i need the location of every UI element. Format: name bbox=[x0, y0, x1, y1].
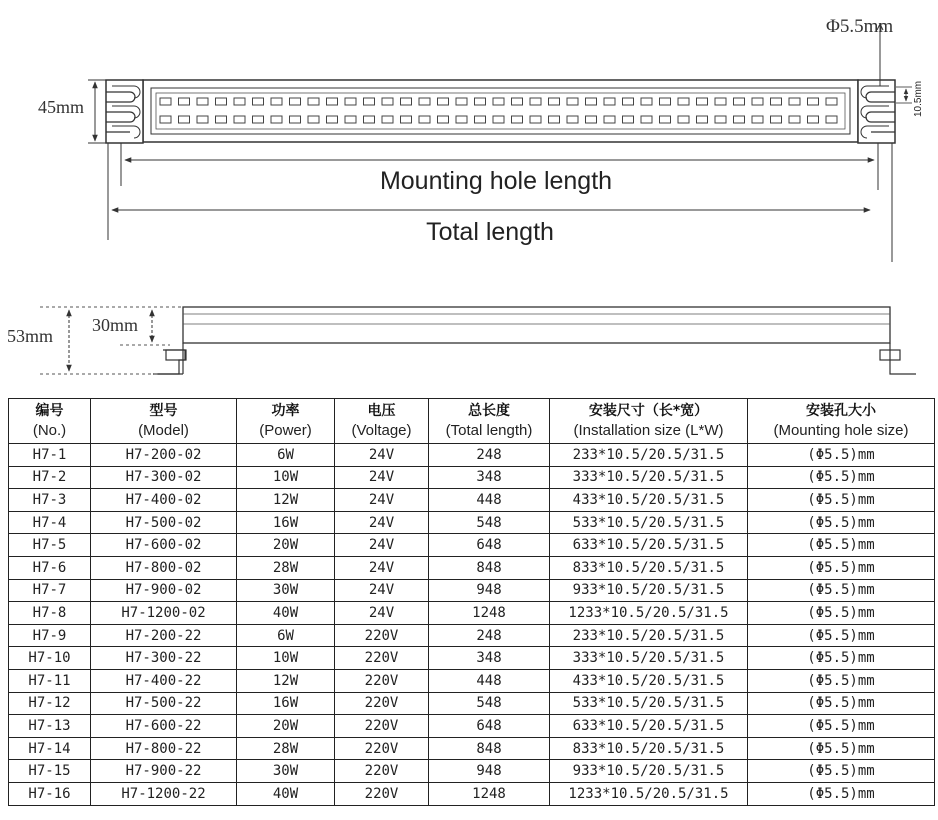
cell-model: H7-1200-02 bbox=[91, 602, 237, 625]
cell-mounting-hole-size: (Φ5.5)mm bbox=[748, 444, 935, 467]
cell-voltage: 24V bbox=[335, 556, 429, 579]
cell-installation-size: 533*10.5/20.5/31.5 bbox=[550, 511, 748, 534]
side-view bbox=[7, 307, 916, 374]
column-header-en: (Installation size (L*W) bbox=[573, 422, 724, 439]
cell-model: H7-200-02 bbox=[91, 444, 237, 467]
table-row bbox=[9, 647, 935, 670]
cell-power: 30W bbox=[237, 579, 335, 602]
cell-no: H7-15 bbox=[9, 760, 91, 783]
led-chip bbox=[234, 116, 245, 123]
led-chip bbox=[364, 116, 375, 123]
slot-width-label: 10.5mm bbox=[913, 80, 924, 117]
led-chip bbox=[290, 98, 301, 105]
cell-installation-size: 1233*10.5/20.5/31.5 bbox=[550, 602, 748, 625]
led-chip bbox=[697, 98, 708, 105]
cell-no: H7-1 bbox=[9, 444, 91, 467]
column-header-mounting-hole-size bbox=[748, 399, 935, 444]
cell-voltage: 24V bbox=[335, 466, 429, 489]
cell-total-length: 248 bbox=[429, 444, 550, 467]
led-chip bbox=[771, 98, 782, 105]
cell-total-length: 648 bbox=[429, 715, 550, 738]
cell-model: H7-300-22 bbox=[91, 647, 237, 670]
led-chip bbox=[179, 116, 190, 123]
led-chip bbox=[734, 98, 745, 105]
top-view bbox=[38, 16, 924, 262]
cell-voltage: 24V bbox=[335, 489, 429, 512]
cell-no: H7-4 bbox=[9, 511, 91, 534]
cell-power: 40W bbox=[237, 782, 335, 805]
column-header-zh: 安装尺寸（长*宽） bbox=[588, 403, 709, 419]
right-mounting-bracket bbox=[858, 80, 895, 143]
led-chip bbox=[234, 98, 245, 105]
led-chip bbox=[179, 98, 190, 105]
led-chip bbox=[660, 98, 671, 105]
cell-power: 40W bbox=[237, 602, 335, 625]
cell-installation-size: 633*10.5/20.5/31.5 bbox=[550, 715, 748, 738]
led-chip bbox=[678, 116, 689, 123]
led-chip bbox=[530, 98, 541, 105]
cell-no: H7-7 bbox=[9, 579, 91, 602]
column-header-total-length bbox=[429, 399, 550, 444]
table-row bbox=[9, 692, 935, 715]
cell-power: 12W bbox=[237, 489, 335, 512]
cell-model: H7-600-22 bbox=[91, 715, 237, 738]
led-chip bbox=[512, 116, 523, 123]
cell-power: 6W bbox=[237, 624, 335, 647]
cell-model: H7-500-02 bbox=[91, 511, 237, 534]
cell-installation-size: 533*10.5/20.5/31.5 bbox=[550, 692, 748, 715]
table-header-row bbox=[9, 399, 935, 444]
cell-total-length: 1248 bbox=[429, 602, 550, 625]
cell-model: H7-200-22 bbox=[91, 624, 237, 647]
led-chip bbox=[382, 98, 393, 105]
led-chip bbox=[327, 98, 338, 105]
led-chip bbox=[308, 116, 319, 123]
column-header-zh: 型号 bbox=[149, 403, 178, 419]
column-header-en: (No.) bbox=[32, 422, 67, 439]
led-chip bbox=[216, 116, 227, 123]
cell-installation-size: 333*10.5/20.5/31.5 bbox=[550, 466, 748, 489]
led-chip bbox=[160, 98, 171, 105]
mounting-hole-length-label: Mounting hole length bbox=[379, 167, 613, 195]
led-chip bbox=[216, 98, 227, 105]
cell-voltage: 220V bbox=[335, 669, 429, 692]
column-header-installation-size bbox=[550, 399, 748, 444]
led-chip bbox=[401, 98, 412, 105]
cell-model: H7-400-02 bbox=[91, 489, 237, 512]
table-row bbox=[9, 466, 935, 489]
cell-power: 16W bbox=[237, 692, 335, 715]
cell-model: H7-300-02 bbox=[91, 466, 237, 489]
cell-model: H7-400-22 bbox=[91, 669, 237, 692]
led-chip bbox=[438, 98, 449, 105]
cell-model: H7-800-22 bbox=[91, 737, 237, 760]
cell-mounting-hole-size: (Φ5.5)mm bbox=[748, 602, 935, 625]
led-chip bbox=[382, 116, 393, 123]
table-body bbox=[9, 444, 935, 806]
led-chip bbox=[808, 98, 819, 105]
table-row bbox=[9, 579, 935, 602]
led-chip bbox=[530, 116, 541, 123]
column-header-voltage bbox=[335, 399, 429, 444]
cell-no: H7-3 bbox=[9, 489, 91, 512]
led-chip bbox=[197, 98, 208, 105]
led-chip bbox=[271, 98, 282, 105]
cell-mounting-hole-size: (Φ5.5)mm bbox=[748, 511, 935, 534]
cell-no: H7-13 bbox=[9, 715, 91, 738]
led-chip bbox=[493, 116, 504, 123]
cell-mounting-hole-size: (Φ5.5)mm bbox=[748, 556, 935, 579]
led-chip bbox=[549, 98, 560, 105]
cell-no: H7-5 bbox=[9, 534, 91, 557]
column-header-zh: 安装孔大小 bbox=[806, 403, 876, 419]
led-chip bbox=[604, 116, 615, 123]
led-chip bbox=[419, 116, 430, 123]
cell-voltage: 220V bbox=[335, 760, 429, 783]
led-chip bbox=[475, 98, 486, 105]
cell-installation-size: 233*10.5/20.5/31.5 bbox=[550, 444, 748, 467]
cell-voltage: 220V bbox=[335, 647, 429, 670]
cell-power: 10W bbox=[237, 466, 335, 489]
led-chip bbox=[290, 116, 301, 123]
cell-total-length: 348 bbox=[429, 466, 550, 489]
technical-drawing bbox=[0, 0, 938, 392]
led-chip bbox=[438, 116, 449, 123]
cell-no: H7-10 bbox=[9, 647, 91, 670]
cell-no: H7-8 bbox=[9, 602, 91, 625]
cell-total-length: 848 bbox=[429, 737, 550, 760]
left-foot bbox=[153, 350, 185, 374]
table-row bbox=[9, 556, 935, 579]
column-header-model bbox=[91, 399, 237, 444]
total-height-53mm-label: 53mm bbox=[7, 326, 54, 346]
column-header-power bbox=[237, 399, 335, 444]
led-chip bbox=[752, 98, 763, 105]
cell-model: H7-900-02 bbox=[91, 579, 237, 602]
cell-installation-size: 433*10.5/20.5/31.5 bbox=[550, 669, 748, 692]
cell-model: H7-900-22 bbox=[91, 760, 237, 783]
column-header-no bbox=[9, 399, 91, 444]
cell-mounting-hole-size: (Φ5.5)mm bbox=[748, 737, 935, 760]
cell-installation-size: 833*10.5/20.5/31.5 bbox=[550, 737, 748, 760]
led-chip bbox=[789, 116, 800, 123]
led-chip bbox=[715, 116, 726, 123]
led-chip bbox=[475, 116, 486, 123]
cell-total-length: 548 bbox=[429, 511, 550, 534]
cell-model: H7-800-02 bbox=[91, 556, 237, 579]
led-chip bbox=[641, 116, 652, 123]
cell-power: 12W bbox=[237, 669, 335, 692]
table-row bbox=[9, 715, 935, 738]
cell-model: H7-1200-22 bbox=[91, 782, 237, 805]
led-chip bbox=[771, 116, 782, 123]
led-chip bbox=[826, 116, 837, 123]
lamp-body bbox=[143, 80, 858, 142]
cell-voltage: 24V bbox=[335, 602, 429, 625]
cell-no: H7-9 bbox=[9, 624, 91, 647]
cell-mounting-hole-size: (Φ5.5)mm bbox=[748, 669, 935, 692]
cell-total-length: 248 bbox=[429, 624, 550, 647]
cell-power: 16W bbox=[237, 511, 335, 534]
column-header-zh: 电压 bbox=[367, 403, 396, 419]
cell-no: H7-16 bbox=[9, 782, 91, 805]
cell-voltage: 24V bbox=[335, 511, 429, 534]
cell-power: 28W bbox=[237, 737, 335, 760]
cell-mounting-hole-size: (Φ5.5)mm bbox=[748, 466, 935, 489]
cell-mounting-hole-size: (Φ5.5)mm bbox=[748, 579, 935, 602]
cell-model: H7-600-02 bbox=[91, 534, 237, 557]
table-row bbox=[9, 760, 935, 783]
cell-no: H7-12 bbox=[9, 692, 91, 715]
led-grid bbox=[160, 98, 837, 123]
led-chip bbox=[567, 116, 578, 123]
led-chip bbox=[512, 98, 523, 105]
led-chip bbox=[697, 116, 708, 123]
led-chip bbox=[253, 98, 264, 105]
led-chip bbox=[197, 116, 208, 123]
table-row bbox=[9, 737, 935, 760]
total-length-label: Total length bbox=[426, 218, 554, 246]
cell-voltage: 220V bbox=[335, 737, 429, 760]
led-chip bbox=[604, 98, 615, 105]
cell-total-length: 948 bbox=[429, 760, 550, 783]
led-chip bbox=[660, 116, 671, 123]
cell-total-length: 448 bbox=[429, 669, 550, 692]
table-row bbox=[9, 624, 935, 647]
led-chip bbox=[419, 98, 430, 105]
led-chip bbox=[789, 98, 800, 105]
cell-mounting-hole-size: (Φ5.5)mm bbox=[748, 692, 935, 715]
column-header-en: (Mounting hole size) bbox=[773, 422, 909, 439]
led-chip bbox=[734, 116, 745, 123]
led-chip bbox=[808, 116, 819, 123]
column-header-zh: 功率 bbox=[271, 403, 300, 419]
led-chip bbox=[623, 116, 634, 123]
cell-installation-size: 633*10.5/20.5/31.5 bbox=[550, 534, 748, 557]
cell-voltage: 220V bbox=[335, 624, 429, 647]
lamp-lens bbox=[151, 88, 850, 134]
led-chip bbox=[826, 98, 837, 105]
led-chip bbox=[160, 116, 171, 123]
cell-power: 20W bbox=[237, 715, 335, 738]
hole-diameter-label: Φ5.5mm bbox=[826, 16, 894, 37]
led-chip bbox=[641, 98, 652, 105]
led-chip bbox=[456, 116, 467, 123]
body-height-30mm-label: 30mm bbox=[92, 315, 139, 335]
cell-voltage: 24V bbox=[335, 444, 429, 467]
cell-total-length: 948 bbox=[429, 579, 550, 602]
led-chip bbox=[308, 98, 319, 105]
cell-model: H7-500-22 bbox=[91, 692, 237, 715]
led-chip bbox=[586, 98, 597, 105]
table-row bbox=[9, 669, 935, 692]
led-chip bbox=[493, 98, 504, 105]
cell-power: 20W bbox=[237, 534, 335, 557]
column-header-en: (Voltage) bbox=[351, 422, 412, 439]
cell-total-length: 848 bbox=[429, 556, 550, 579]
cell-power: 28W bbox=[237, 556, 335, 579]
led-chip bbox=[364, 98, 375, 105]
column-header-en: (Model) bbox=[138, 422, 189, 439]
led-chip bbox=[253, 116, 264, 123]
cell-total-length: 648 bbox=[429, 534, 550, 557]
cell-installation-size: 233*10.5/20.5/31.5 bbox=[550, 624, 748, 647]
table-row bbox=[9, 602, 935, 625]
led-chip bbox=[752, 116, 763, 123]
column-header-zh: 总长度 bbox=[468, 403, 510, 419]
led-chip bbox=[586, 116, 597, 123]
led-chip bbox=[345, 98, 356, 105]
cell-installation-size: 433*10.5/20.5/31.5 bbox=[550, 489, 748, 512]
cell-mounting-hole-size: (Φ5.5)mm bbox=[748, 489, 935, 512]
cell-mounting-hole-size: (Φ5.5)mm bbox=[748, 760, 935, 783]
led-chip bbox=[549, 116, 560, 123]
led-chip bbox=[567, 98, 578, 105]
spec-table bbox=[8, 398, 935, 806]
table-row bbox=[9, 511, 935, 534]
cell-mounting-hole-size: (Φ5.5)mm bbox=[748, 715, 935, 738]
cell-installation-size: 1233*10.5/20.5/31.5 bbox=[550, 782, 748, 805]
cell-total-length: 448 bbox=[429, 489, 550, 512]
side-body bbox=[183, 307, 890, 343]
led-chip bbox=[271, 116, 282, 123]
cell-total-length: 548 bbox=[429, 692, 550, 715]
height-45mm-label: 45mm bbox=[38, 97, 85, 117]
cell-mounting-hole-size: (Φ5.5)mm bbox=[748, 624, 935, 647]
spec-table-container bbox=[8, 398, 934, 806]
cell-no: H7-11 bbox=[9, 669, 91, 692]
table-row bbox=[9, 782, 935, 805]
left-mounting-bracket bbox=[106, 80, 143, 143]
cell-mounting-hole-size: (Φ5.5)mm bbox=[748, 534, 935, 557]
table-row bbox=[9, 489, 935, 512]
cell-installation-size: 833*10.5/20.5/31.5 bbox=[550, 556, 748, 579]
led-chip bbox=[678, 98, 689, 105]
cell-mounting-hole-size: (Φ5.5)mm bbox=[748, 647, 935, 670]
cell-power: 30W bbox=[237, 760, 335, 783]
column-header-en: (Power) bbox=[259, 422, 312, 439]
cell-installation-size: 933*10.5/20.5/31.5 bbox=[550, 579, 748, 602]
table-row bbox=[9, 534, 935, 557]
cell-voltage: 24V bbox=[335, 579, 429, 602]
led-chip bbox=[345, 116, 356, 123]
cell-power: 6W bbox=[237, 444, 335, 467]
cell-mounting-hole-size: (Φ5.5)mm bbox=[748, 782, 935, 805]
cell-installation-size: 933*10.5/20.5/31.5 bbox=[550, 760, 748, 783]
column-header-en: (Total length) bbox=[445, 422, 533, 439]
cell-no: H7-2 bbox=[9, 466, 91, 489]
column-header-zh: 编号 bbox=[35, 403, 64, 419]
cell-total-length: 1248 bbox=[429, 782, 550, 805]
cell-total-length: 348 bbox=[429, 647, 550, 670]
cell-no: H7-6 bbox=[9, 556, 91, 579]
cell-installation-size: 333*10.5/20.5/31.5 bbox=[550, 647, 748, 670]
cell-voltage: 24V bbox=[335, 534, 429, 557]
table-row bbox=[9, 444, 935, 467]
cell-no: H7-14 bbox=[9, 737, 91, 760]
cell-voltage: 220V bbox=[335, 782, 429, 805]
cell-voltage: 220V bbox=[335, 715, 429, 738]
led-chip bbox=[715, 98, 726, 105]
led-chip bbox=[401, 116, 412, 123]
cell-power: 10W bbox=[237, 647, 335, 670]
led-chip bbox=[456, 98, 467, 105]
cell-voltage: 220V bbox=[335, 692, 429, 715]
led-chip bbox=[623, 98, 634, 105]
led-chip bbox=[327, 116, 338, 123]
